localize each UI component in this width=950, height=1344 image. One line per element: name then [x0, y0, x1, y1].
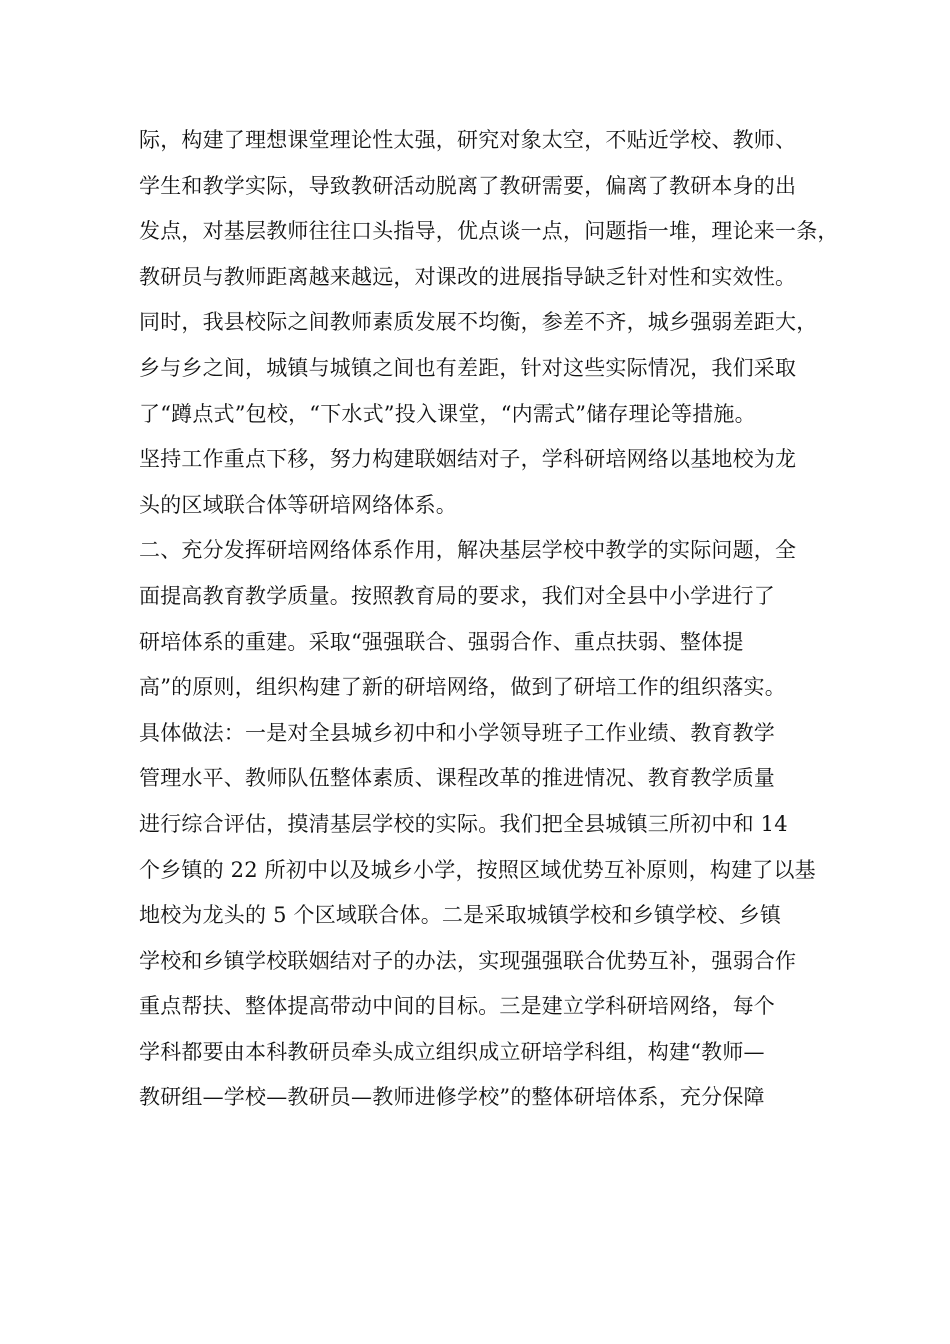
text-line: 学校和乡镇学校联姻结对子的办法，实现强强联合优势互补，强弱合作 [139, 948, 797, 973]
text-line: 际，构建了理想课堂理论性太强，研究对象太空，不贴近学校、教师、 [139, 128, 797, 152]
text-line: 学生和教学实际，导致教研活动脱离了教研需要，偏离了教研本身的出 [139, 173, 797, 198]
text-line: 教研员与教师距离越来越远，对课改的进展指导缺乏针对性和实效性。 [139, 264, 797, 289]
text-line: 进行综合评估，摸清基层学校的实际。我们把全县城镇三所初中和 14 [139, 811, 788, 836]
text-line: 头的区域联合体等研培网络体系。 [139, 492, 457, 517]
text-line: 个乡镇的 22 所初中以及城乡小学，按照区域优势互补原则，构建了以基 [139, 857, 816, 882]
text-line: 学科都要由本科教研员牵头成立组织成立研培学科组，构建“教师— [139, 1039, 765, 1064]
body-text [139, 118, 839, 1121]
text-line: 地校为龙头的 5 个区域联合体。二是采取城镇学校和乡镇学校、乡镇 [139, 903, 782, 928]
text-line: 发点，对基层教师往往口头指导，优点谈一点，问题指一堆，理论来一条， [139, 219, 839, 244]
text-line: 乡与乡之间，城镇与城镇之间也有差距，针对这些实际情况，我们采取 [139, 355, 797, 380]
text-line: 管理水平、教师队伍整体素质、课程改革的推进情况、教育教学质量 [139, 766, 775, 791]
text-line: 同时，我县校际之间教师素质发展不均衡，参差不齐，城乡强弱差距大， [139, 310, 818, 335]
text-line: 面提高教育教学质量。按照教育局的要求，我们对全县中小学进行了 [139, 583, 775, 608]
text-line: 研培体系的重建。采取“强强联合、强弱合作、重点扶弱、整体提 [139, 629, 744, 654]
text-line: 高”的原则，组织构建了新的研培网络，做到了研培工作的组织落实。 [139, 675, 786, 700]
section-heading-line: 二、充分发挥研培网络体系作用，解决基层学校中教学的实际问题，全 [139, 538, 797, 563]
text-line: 教研组—学校—教研员—教师进修学校”的整体研培体系，充分保障 [139, 1085, 765, 1110]
text-line: 重点帮扶、整体提高带动中间的目标。三是建立学科研培网络，每个 [139, 994, 775, 1019]
text-line: 了“蹲点式”包校，“下水式”投入课堂，“内需式”储存理论等措施。 [139, 401, 756, 426]
text-line: 坚持工作重点下移，努力构建联姻结对子，学科研培网络以基地校为龙 [139, 447, 797, 472]
text-line: 具体做法：一是对全县城乡初中和小学领导班子工作业绩、教育教学 [139, 720, 775, 745]
